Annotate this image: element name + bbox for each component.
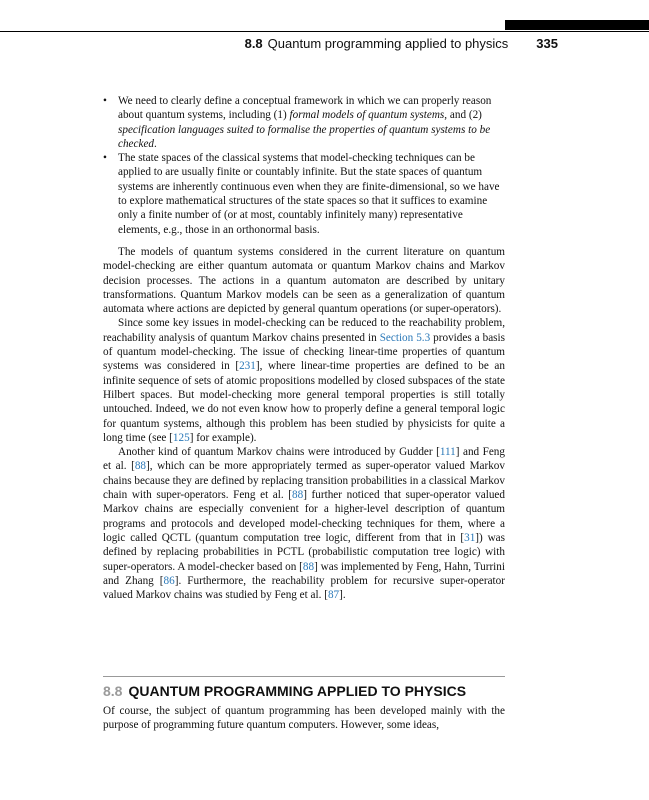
citation-link[interactable]: 86 (163, 574, 175, 587)
citation-link[interactable]: 31 (464, 531, 476, 544)
section-heading (103, 683, 505, 699)
section-divider (103, 676, 505, 677)
section-body (103, 704, 505, 733)
section-heading-title: QUANTUM PROGRAMMING APPLIED TO PHYSICS (128, 683, 467, 699)
section-heading-number: 8.8 (103, 683, 123, 699)
paragraph-3-text: ] and Feng et al. [ (103, 446, 505, 473)
section-5-3-link[interactable]: Section 5.3 (379, 331, 431, 344)
running-header-section-number: 8.8 (244, 36, 263, 51)
paragraph-3-text: ]. Furthermore, the reachability problem for recursive super-operator valued Markov chains was studied by Feng et al. [ (103, 574, 505, 602)
paragraph-3-text: Another kind of quantum Markov chains were introduced by Gudder [ (118, 446, 440, 459)
paragraph-3-text: ]. (339, 589, 346, 602)
running-header-section-title: Quantum programming applied to physics (267, 36, 509, 51)
paragraph-2 (103, 316, 505, 445)
bullet-list (103, 94, 505, 237)
header-black-bar (505, 20, 649, 30)
list-item (103, 151, 505, 237)
bullet-1-italic-a: formal models of quantum systems (289, 109, 445, 122)
paragraph-3-text: ] further noticed that super-operator valued Markov chains are especially convenient for a higher-level description of quantum programs and protocols and developed model-checking techniques for them, where a logic called QCTL (quantum computation tree logic, different from that in [ (103, 489, 505, 544)
paragraph-2-text: Since some key issues in model-checking can be reduced to the reachability problem, reachability analysis of quantum Markov chains presented in (103, 317, 505, 344)
bullet-2-text: The state spaces of the classical systems that model-checking techniques can be applied to are usually finite or countably infinite. But the state spaces of quantum systems are inherently continuous even when they are finite-dimensional, so we have to explore mathematical structures of the state spaces so that it suffices to examine only a finite number of (or at most, countably infinitely many) representative elements, e.g., those in an orthonormal basis. (118, 152, 500, 236)
bullet-1-text-a: We need to clearly define a conceptual framework in which we can properly reason about quantum systems, including (1) (118, 95, 492, 122)
citation-link[interactable]: 111 (439, 446, 456, 459)
paragraph-2-text: ], where linear-time properties are defined to be an infinite sequence of sets of atomic propositions modelled by closed subspaces of the state Hilbert spaces. But model-checking more general temporal properties is still totally untouched. Indeed, we do not even know how to properly define a general temporal logic for quantum systems, although this problem has been studied by physicists for quite a long time (see [ (103, 360, 505, 444)
paragraph-3-text: ], which can be more appropriately termed as super-operator valued Markov chains because they are defined by replacing transition probabilities in a classical Markov chain with super-operators. Feng et al. [ (103, 460, 505, 502)
paragraph-2-text: provides a basis of quantum model-checking. The issue of checking linear-time properties of quantum systems was considered in [ (103, 331, 505, 373)
list-item (103, 94, 505, 151)
bullet-1-text-c: . (154, 137, 157, 150)
citation-link[interactable]: 87 (327, 589, 340, 602)
citation-link[interactable]: 88 (302, 560, 315, 573)
paragraph-2-text: ] for example). (189, 431, 257, 444)
paragraph-3 (103, 445, 505, 602)
citation-link[interactable]: 88 (134, 460, 147, 473)
paragraph-3-text: ] was implemented by Feng, Hahn, Turrini and Zhang [ (103, 560, 505, 587)
paragraph-1: The models of quantum systems considered in the current literature on quantum model-checking are either quantum automata or quantum Markov chains and Markov decision processes. The actions in a quantum automaton are described by unitary transformations. Quantum Markov models can be seen as a generalization of quantum automata where actions are depicted by general quantum operations (or super-operators). (103, 245, 505, 316)
header-rule (0, 31, 649, 32)
citation-link[interactable]: 231 (239, 360, 256, 373)
bullet-icon: • (103, 152, 107, 165)
running-header (100, 36, 558, 54)
page-number: 335 (536, 36, 558, 51)
bullet-1-italic-b: specification languages suited to formalise the properties of quantum systems to be checked (118, 123, 491, 150)
paragraph-3-text: ]) was defined by replacing probabilities in PCTL (probabilistic computation tree logic) with super-operators. A model-checker based on [ (103, 531, 505, 573)
bullet-1-text-b: , and (2) (444, 109, 482, 122)
section-paragraph: Of course, the subject of quantum programming has been developed mainly with the purpose of programming future quantum computers. However, some ideas, (103, 705, 505, 732)
citation-link[interactable]: 88 (292, 489, 304, 502)
main-text (103, 94, 505, 602)
citation-link[interactable]: 125 (172, 431, 190, 444)
bullet-icon: • (103, 95, 107, 107)
